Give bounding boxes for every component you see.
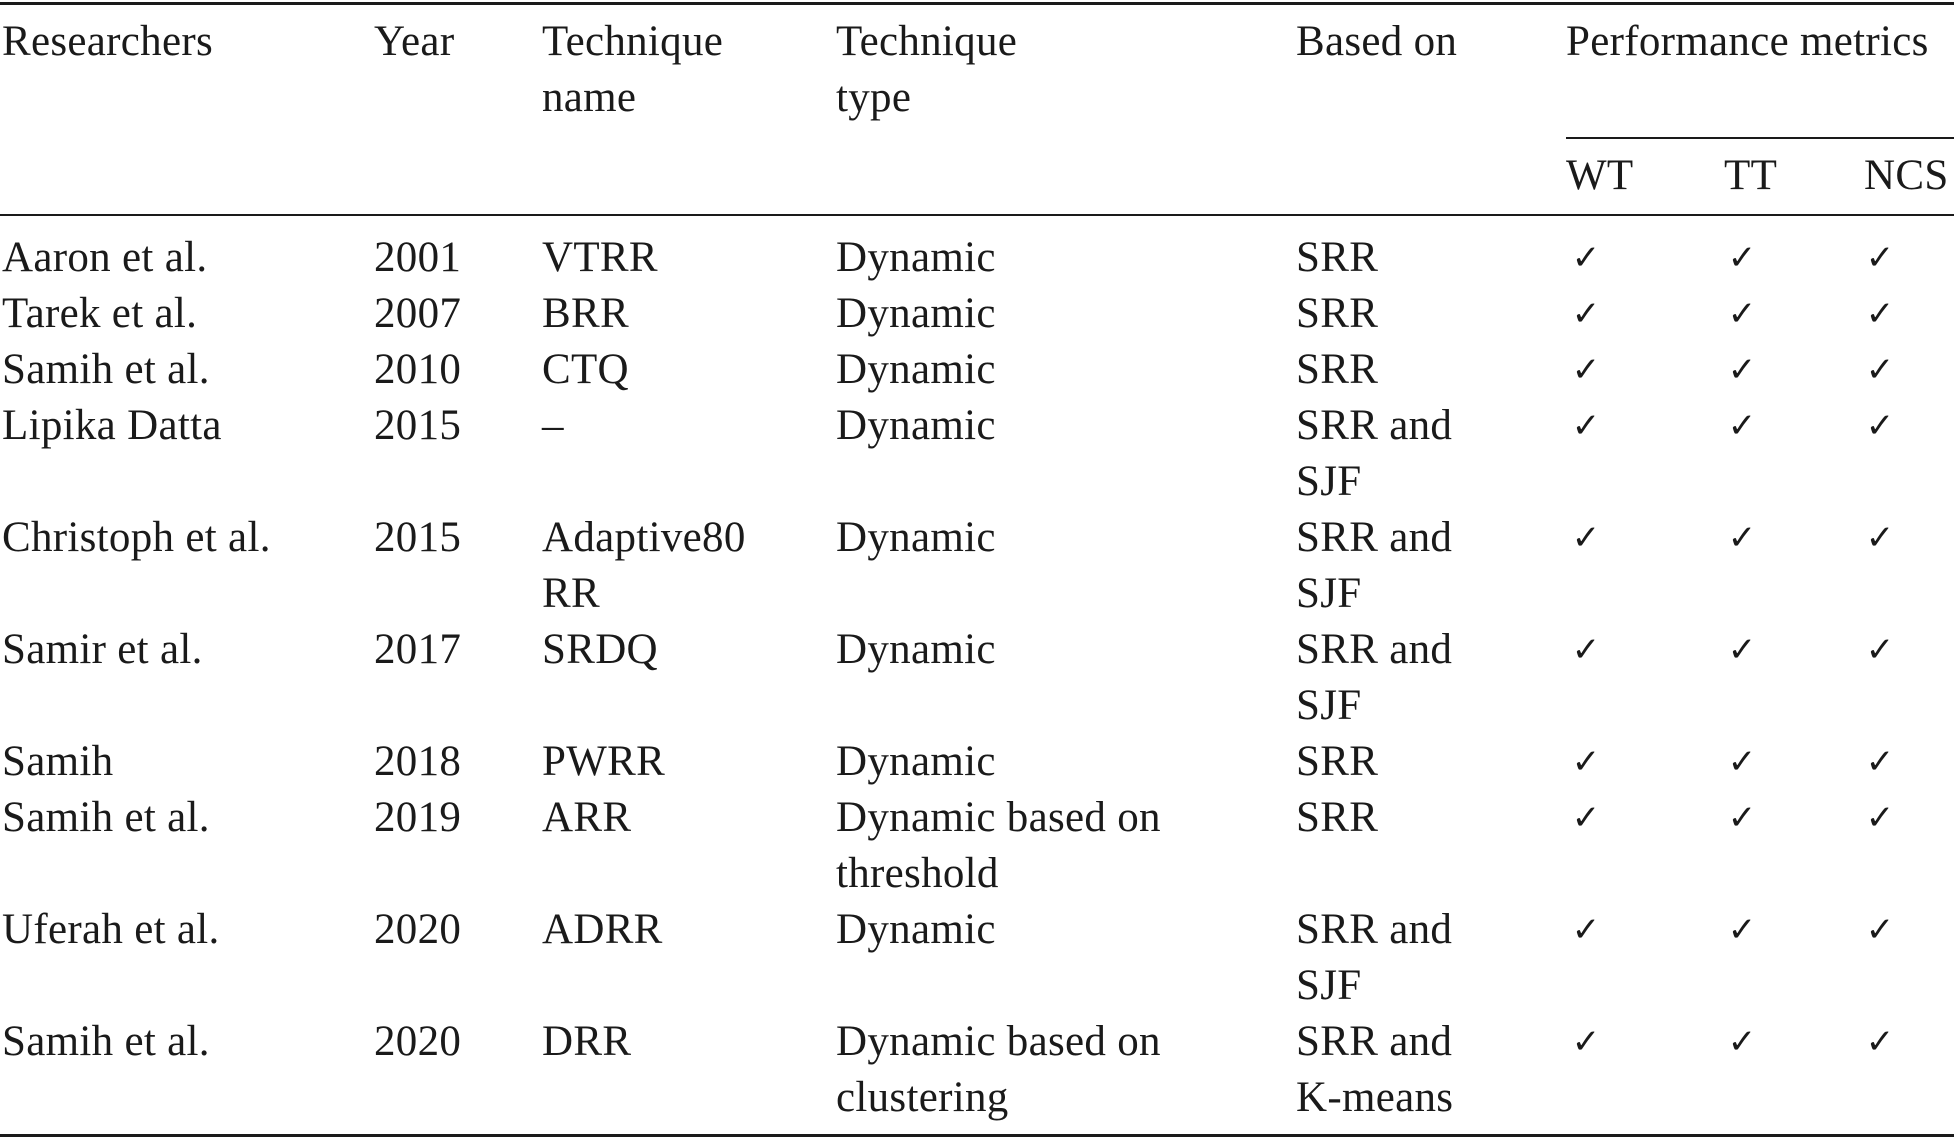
cell-technique-type: Dynamic <box>836 514 996 561</box>
cell-based-on: SRR <box>1296 794 1379 841</box>
cell-year: 2018 <box>374 738 462 785</box>
cell-technique-name: DRR <box>542 1018 632 1065</box>
check-mark-icon: ✓ <box>1571 910 1601 950</box>
header-performance-metrics: Performance metrics <box>1566 18 1929 65</box>
cell-year: 2007 <box>374 290 462 337</box>
cell-technique-type: Dynamic <box>836 626 996 673</box>
check-mark-icon: ✓ <box>1865 630 1895 670</box>
cell-technique-name: CTQ <box>542 346 629 393</box>
cell-based-on: SRR and <box>1296 1018 1453 1065</box>
check-mark-icon: ✓ <box>1865 406 1895 446</box>
cell-technique-name: – <box>542 402 564 449</box>
header-technique-type-line1: Technique <box>836 18 1018 65</box>
cell-technique-name: Adaptive80 <box>542 514 746 561</box>
cell-based-on: SJF <box>1296 458 1362 505</box>
header-technique-name-line2: name <box>542 74 637 121</box>
check-mark-icon: ✓ <box>1865 910 1895 950</box>
check-mark-icon: ✓ <box>1865 350 1895 390</box>
cell-technique-name: RR <box>542 570 600 617</box>
cell-researchers: Christoph et al. <box>2 514 271 561</box>
cell-year: 2019 <box>374 794 462 841</box>
cell-based-on: SRR <box>1296 234 1379 281</box>
cell-technique-type: Dynamic based on <box>836 794 1161 841</box>
cell-researchers: Aaron et al. <box>2 234 208 281</box>
cell-technique-name: ADRR <box>542 906 663 953</box>
check-mark-icon: ✓ <box>1571 798 1601 838</box>
cell-researchers: Samih et al. <box>2 794 210 841</box>
cell-based-on: SRR and <box>1296 402 1453 449</box>
cell-researchers: Uferah et al. <box>2 906 220 953</box>
check-mark-icon: ✓ <box>1865 294 1895 334</box>
cell-technique-type: threshold <box>836 850 999 897</box>
cell-technique-type: Dynamic <box>836 906 996 953</box>
table-top-rule <box>0 2 1954 5</box>
check-mark-icon: ✓ <box>1571 518 1601 558</box>
cell-based-on: SRR <box>1296 738 1379 785</box>
cell-based-on: SRR <box>1296 290 1379 337</box>
cell-year: 2010 <box>374 346 462 393</box>
cell-based-on: SJF <box>1296 682 1362 729</box>
cell-based-on: SRR <box>1296 346 1379 393</box>
header-researchers: Researchers <box>2 18 214 65</box>
table-header-rule <box>0 214 1954 216</box>
cell-technique-name: VTRR <box>542 234 658 281</box>
cell-technique-type: Dynamic based on <box>836 1018 1161 1065</box>
cell-based-on: K-means <box>1296 1074 1454 1121</box>
check-mark-icon: ✓ <box>1571 294 1601 334</box>
header-metric-tt: TT <box>1724 152 1778 199</box>
cell-technique-name: SRDQ <box>542 626 658 673</box>
cell-technique-name: ARR <box>542 794 632 841</box>
cell-year: 2020 <box>374 1018 462 1065</box>
cell-year: 2015 <box>374 402 462 449</box>
cell-based-on: SJF <box>1296 962 1362 1009</box>
header-metric-ncs: NCS <box>1864 152 1949 199</box>
check-mark-icon: ✓ <box>1727 350 1757 390</box>
header-technique-name-line1: Technique <box>542 18 724 65</box>
cell-year: 2015 <box>374 514 462 561</box>
cell-based-on: SRR and <box>1296 906 1453 953</box>
cell-researchers: Samih <box>2 738 114 785</box>
check-mark-icon: ✓ <box>1727 798 1757 838</box>
check-mark-icon: ✓ <box>1865 518 1895 558</box>
header-technique-type-line2: type <box>836 74 912 121</box>
check-mark-icon: ✓ <box>1727 742 1757 782</box>
header-based-on: Based on <box>1296 18 1458 65</box>
cell-technique-type: clustering <box>836 1074 1009 1121</box>
cell-technique-name: PWRR <box>542 738 666 785</box>
cell-researchers: Samir et al. <box>2 626 203 673</box>
cell-technique-type: Dynamic <box>836 290 996 337</box>
cell-researchers: Samih et al. <box>2 1018 210 1065</box>
cell-based-on: SRR and <box>1296 514 1453 561</box>
check-mark-icon: ✓ <box>1571 742 1601 782</box>
check-mark-icon: ✓ <box>1571 238 1601 278</box>
cell-technique-type: Dynamic <box>836 738 996 785</box>
cell-based-on: SRR and <box>1296 626 1453 673</box>
cell-researchers: Lipika Datta <box>2 402 222 449</box>
table-bottom-rule <box>0 1134 1954 1137</box>
check-mark-icon: ✓ <box>1727 406 1757 446</box>
check-mark-icon: ✓ <box>1865 798 1895 838</box>
cell-technique-type: Dynamic <box>836 402 996 449</box>
cell-year: 2017 <box>374 626 462 673</box>
check-mark-icon: ✓ <box>1727 630 1757 670</box>
cell-year: 2001 <box>374 234 462 281</box>
check-mark-icon: ✓ <box>1865 1022 1895 1062</box>
cell-technique-type: Dynamic <box>836 346 996 393</box>
check-mark-icon: ✓ <box>1571 1022 1601 1062</box>
header-year: Year <box>374 18 455 65</box>
cell-based-on: SJF <box>1296 570 1362 617</box>
cell-year: 2020 <box>374 906 462 953</box>
cell-technique-type: Dynamic <box>836 234 996 281</box>
check-mark-icon: ✓ <box>1727 238 1757 278</box>
check-mark-icon: ✓ <box>1727 1022 1757 1062</box>
check-mark-icon: ✓ <box>1571 406 1601 446</box>
check-mark-icon: ✓ <box>1727 518 1757 558</box>
cell-technique-name: BRR <box>542 290 629 337</box>
check-mark-icon: ✓ <box>1865 238 1895 278</box>
check-mark-icon: ✓ <box>1727 294 1757 334</box>
header-metric-wt: WT <box>1566 152 1634 199</box>
cell-researchers: Samih et al. <box>2 346 210 393</box>
check-mark-icon: ✓ <box>1571 350 1601 390</box>
check-mark-icon: ✓ <box>1571 630 1601 670</box>
cell-researchers: Tarek et al. <box>2 290 198 337</box>
check-mark-icon: ✓ <box>1865 742 1895 782</box>
check-mark-icon: ✓ <box>1727 910 1757 950</box>
performance-metrics-rule <box>1566 137 1954 139</box>
